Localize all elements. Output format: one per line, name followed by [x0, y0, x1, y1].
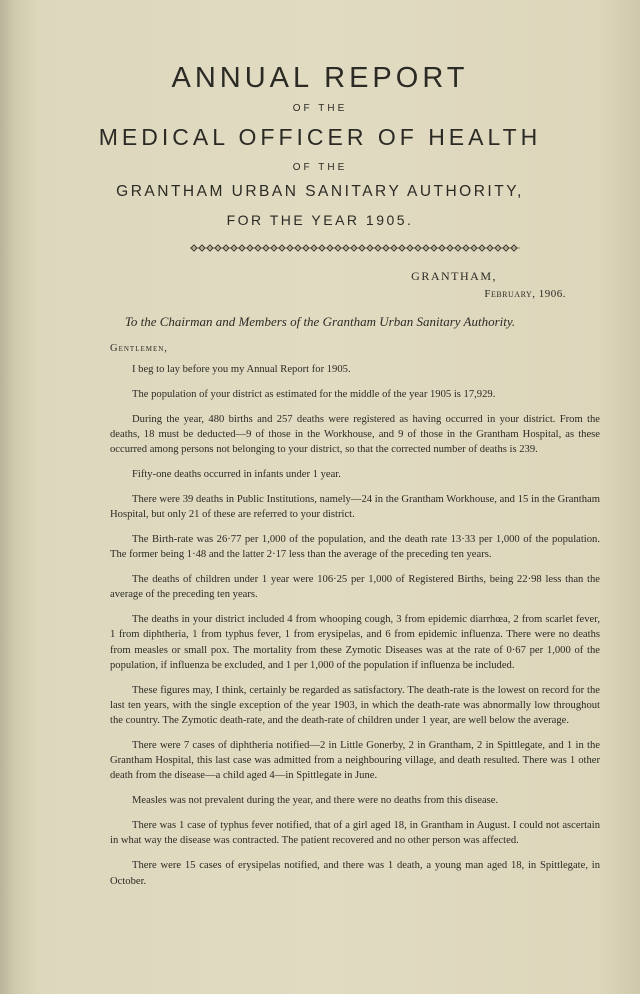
report-title: ANNUAL REPORT	[171, 62, 469, 94]
paragraph: There was 1 case of typhus fever notified, that of a girl aged 18, in Grantham in August. I could not ascertain in what way the disease was contracted. The patient recovered and no other person was affected.	[110, 820, 600, 847]
of-the-line-1: OF THE	[292, 103, 348, 114]
dateline-date: February, 1906.	[484, 288, 566, 300]
paragraph: There were 15 cases of erysipelas notified, and there was 1 death, a young man aged 18, in Spittlegate, in October.	[110, 860, 600, 887]
paragraph: Fifty-one deaths occurred in infants under 1 year.	[132, 469, 341, 481]
paragraph: There were 39 deaths in Public Institutions, namely—24 in the Grantham Workhouse, and 15 in the Grantham Hospital, but only 21 of these are referred to your district.	[110, 493, 600, 521]
paragraph: These figures may, I think, certainly be regarded as satisfactory. The death-rate is the lowest on record for the last ten years, with the single exception of the year 1903, in which the death-rate was abnormally low throughout the country. The Zymotic death-rate, and the death-rate of children under 1 year, are well below the average.	[110, 684, 600, 727]
paragraph: During the year, 480 births and 257 deaths were registered as having occurred in your district. From the deaths, 18 must be deducted—9 of those in the Workhouse, and 9 of those in the Grantham Hospital, as these occurred among persons not belonging to your district, so that the corrected number of deaths is 239.	[110, 413, 600, 456]
year-title: FOR THE YEAR 1905.	[226, 212, 414, 228]
authority-title: GRANTHAM URBAN SANITARY AUTHORITY,	[116, 183, 524, 200]
paragraph: I beg to lay before you my Annual Report for 1905.	[132, 364, 351, 375]
paragraph: Measles was not prevalent during the year, and there were no deaths from this disease.	[132, 795, 499, 807]
report-body	[110, 362, 600, 898]
paragraph: The deaths in your district included 4 from whooping cough, 3 from epidemic diarrhœa, 2 from scarlet fever, 1 from diphtheria, 1 from typhus fever, 1 from erysipelas, and 6 from epidemic influenza. There were no deaths from measles or small pox. The mortality from these Zymotic Diseases was at the rate of 0·67 per 1,000 of the population, if influenza be excluded, and 1 per 1,000 of the population if influenza be included.	[110, 614, 600, 671]
paragraph: There were 7 cases of diphtheria notified—2 in Little Gonerby, 2 in Grantham, 2 in Spittlegate, and 1 in the Grantham Hospital, this last case was admitted from a neighbouring village, and death resulted. There was 1 other death from the disease—a child aged 4—in Spittlegate in June.	[110, 740, 600, 782]
paragraph: The Birth-rate was 26·77 per 1,000 of the population, and the death rate 13·33 per 1,000 of the population. The former being 1·48 and the latter 2·17 less than the average of the preceding ten years.	[110, 534, 600, 561]
decorative-rule-ornament	[190, 240, 520, 256]
address-line: To the Chairman and Members of the Grantham Urban Sanitary Authority.	[124, 314, 516, 329]
paragraph: The deaths of children under 1 year were 106·25 per 1,000 of Registered Births, being 22·98 less than the average of the preceding ten years.	[110, 574, 600, 601]
paragraph: The population of your district as estimated for the middle of the year 1905 is 17,929.	[132, 388, 496, 400]
of-the-line-2: OF THE	[292, 162, 348, 173]
officer-title: MEDICAL OFFICER OF HEALTH	[98, 124, 542, 150]
salutation: Gentlemen,	[110, 343, 168, 354]
dateline-place: GRANTHAM,	[411, 269, 497, 283]
